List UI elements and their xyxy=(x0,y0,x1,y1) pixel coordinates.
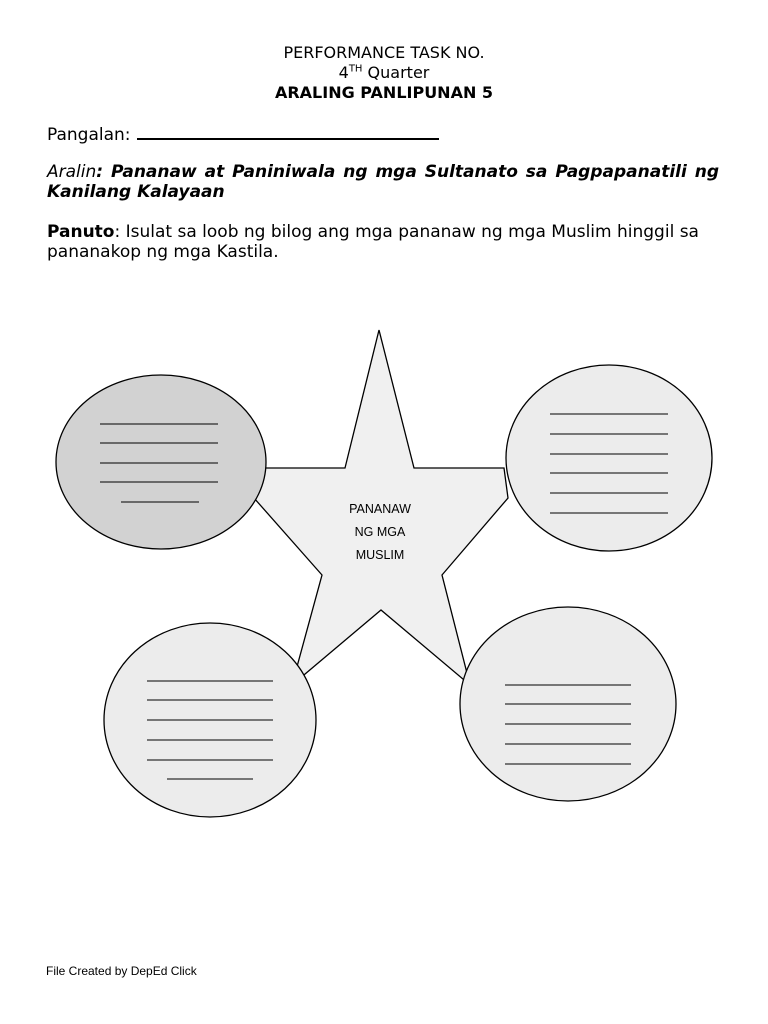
name-row xyxy=(47,124,719,145)
instruction-second-line: pananakop ng mga Kastila. xyxy=(47,242,279,262)
quarter-number: 4 xyxy=(338,63,349,82)
lesson-row xyxy=(47,162,719,202)
instruction-text: : Isulat sa loob ng bilog ang mga pananaw ng mga Muslim hinggil sa xyxy=(114,222,699,242)
star-diagram xyxy=(0,310,768,830)
instruction-first-line xyxy=(47,222,719,242)
instruction-label: Panuto xyxy=(47,222,115,242)
lesson-label: Aralin xyxy=(47,162,97,182)
subject-title: ARALING PANLIPUNAN 5 xyxy=(274,83,494,102)
name-blank-line[interactable] xyxy=(137,124,439,140)
star-label-line-2: NG MGA xyxy=(354,525,406,539)
task-title: PERFORMANCE TASK NO. xyxy=(283,43,485,62)
quarter-line xyxy=(0,63,768,82)
star-label-line-1: PANANAW xyxy=(349,502,411,516)
quarter-superscript: TH xyxy=(348,63,363,75)
footer-credit: File Created by DepEd Click xyxy=(46,964,197,978)
instruction-row xyxy=(47,222,719,262)
name-label: Pangalan: xyxy=(47,125,131,145)
star-label-line-3: MUSLIM xyxy=(355,548,405,562)
quarter-word: Quarter xyxy=(367,63,430,82)
circle-top-left[interactable] xyxy=(56,375,266,549)
lesson-title: : Pananaw at Paniniwala ng mga Sultanato sa Pagpapanatili ng Kanilang Kalayaan xyxy=(47,162,719,202)
circle-top-right[interactable] xyxy=(506,365,712,551)
